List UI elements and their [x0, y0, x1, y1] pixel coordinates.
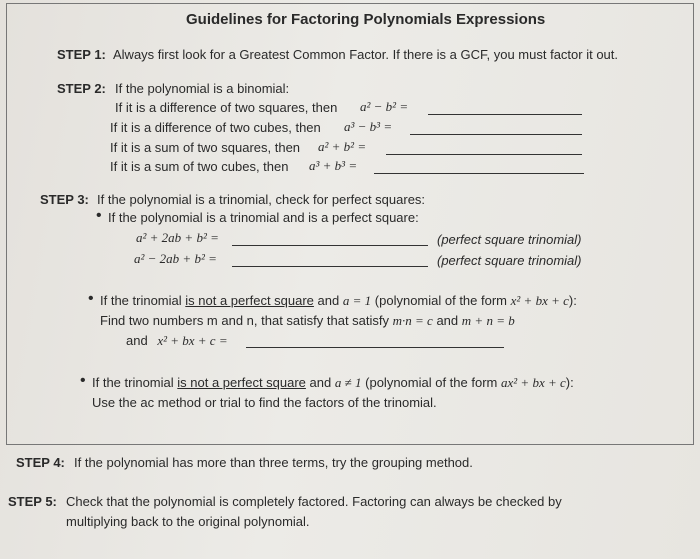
square-expr-1: a² + 2ab + b² =	[136, 230, 219, 245]
step2-intro: If the polynomial is a binomial:	[115, 81, 290, 96]
answer-blank-sum-squares[interactable]	[386, 154, 582, 155]
step3-bullet1: If the polynomial is a trinomial and is a perfect square:	[108, 210, 419, 225]
bullet-icon: •	[96, 207, 102, 224]
step2-line-2-expr: a³ − b³ =	[344, 119, 393, 134]
answer-blank-sum-cubes[interactable]	[374, 173, 584, 174]
step2-line-1-expr: a² − b² =	[360, 99, 409, 114]
step5-text-2: multiplying back to the original polynomial.	[66, 514, 310, 529]
page-title: Guidelines for Factoring Polynomials Expressions	[186, 11, 546, 28]
square-expr-2: a² − 2ab + b² =	[134, 251, 217, 266]
step2-line-4-text: If it is a sum of two cubes, then	[110, 159, 289, 174]
bullet2-line2: Find two numbers m and n, that satisfy that satisfy m·n = c and m + n = b	[100, 313, 515, 328]
step3-intro: If the polynomial is a trinomial, check for perfect squares:	[97, 192, 426, 207]
step5-text: Check that the polynomial is completely factored. Factoring can always be checked by	[66, 494, 562, 509]
step2-line-3-text: If it is a sum of two squares, then	[110, 140, 301, 155]
step2-line-1-text: If it is a difference of two squares, then	[115, 100, 338, 115]
step4-label: STEP 4:	[16, 455, 65, 470]
bullet-icon: •	[80, 372, 86, 389]
square-note-1: (perfect square trinomial)	[437, 232, 582, 247]
step2-line-2-text: If it is a difference of two cubes, then	[110, 120, 321, 135]
bullet3-line1: If the trinomial is not a perfect square and a ≠ 1 (polynomial of the form ax² + bx + c):	[92, 375, 574, 390]
step5-label: STEP 5:	[8, 494, 57, 509]
step2-line-3-expr: a² + b² =	[318, 139, 367, 154]
step3-label: STEP 3:	[40, 192, 89, 207]
bullet2-line3: and x² + bx + c =	[126, 333, 228, 348]
answer-blank-square-1[interactable]	[232, 245, 428, 246]
step4-text: If the polynomial has more than three terms, try the grouping method.	[74, 455, 473, 470]
step1-text: Always first look for a Greatest Common Factor. If there is a GCF, you must factor it out.	[113, 47, 619, 62]
answer-blank-square-2[interactable]	[232, 266, 428, 267]
bullet3-line2: Use the ac method or trial to find the factors of the trinomial.	[92, 395, 437, 410]
answer-blank-diff-cubes[interactable]	[410, 134, 582, 135]
bullet2-line1: If the trinomial is not a perfect square and a = 1 (polynomial of the form x² + bx + c):	[100, 293, 577, 308]
step1-label: STEP 1:	[57, 47, 106, 62]
step2-line-4-expr: a³ + b³ =	[309, 158, 358, 173]
square-note-2: (perfect square trinomial)	[437, 253, 582, 268]
step2-label: STEP 2:	[57, 81, 106, 96]
answer-blank-diff-squares[interactable]	[428, 114, 582, 115]
bullet-icon: •	[88, 290, 94, 307]
answer-blank-trinomial[interactable]	[246, 347, 504, 348]
